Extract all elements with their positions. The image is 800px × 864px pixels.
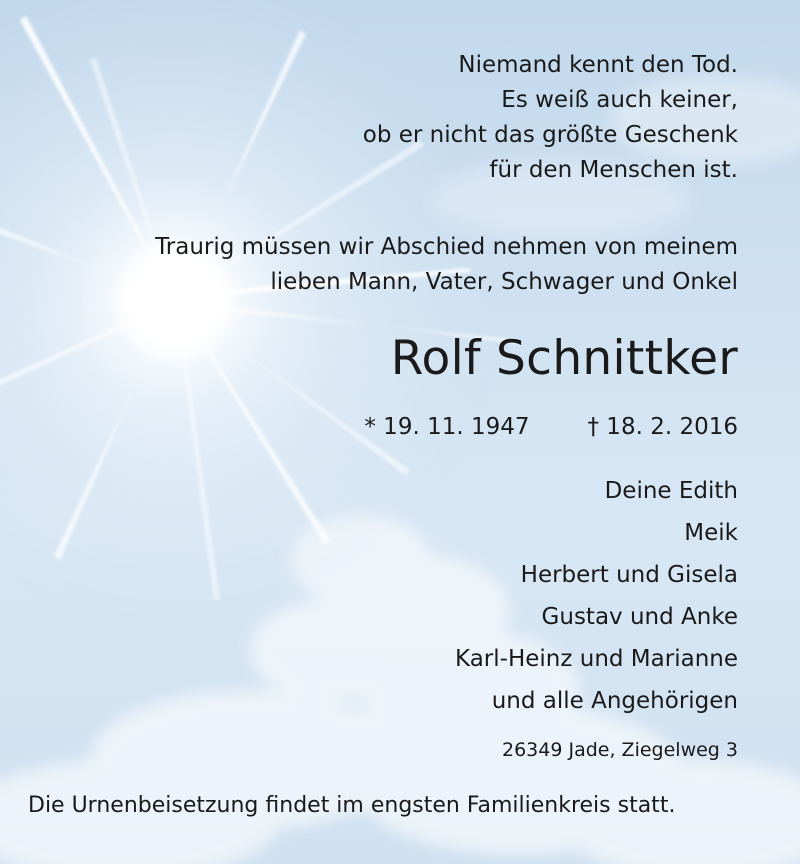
- deceased-name: Rolf Schnittker: [390, 331, 738, 386]
- poem-line: Niemand kennt den Tod.: [458, 52, 738, 78]
- mourner-entry: und alle Angehörigen: [491, 688, 738, 714]
- mourner-entry: Gustav und Anke: [541, 604, 738, 630]
- burial-note: Die Urnenbeisetzung findet im engsten Familienkreis statt.: [28, 793, 676, 818]
- life-dates: [364, 410, 738, 445]
- death-date: † 18. 2. 2016: [587, 414, 738, 440]
- address: 26349 Jade, Ziegelweg 3: [502, 739, 738, 761]
- poem-line: für den Menschen ist.: [489, 157, 738, 183]
- mourner-entry: Meik: [684, 520, 738, 546]
- birth-date: * 19. 11. 1947: [364, 414, 530, 440]
- announcement-text: [155, 230, 738, 300]
- mourner-entry: Karl-Heinz und Marianne: [455, 646, 738, 672]
- announcement-line: lieben Mann, Vater, Schwager und Onkel: [270, 269, 738, 295]
- mourner-entry: Deine Edith: [604, 478, 738, 504]
- poem-line: ob er nicht das größte Geschenk: [362, 122, 738, 148]
- poem-verse: [363, 48, 738, 188]
- mourner-entry: Herbert und Gisela: [520, 562, 738, 588]
- announcement-line: Traurig müssen wir Abschied nehmen von meinem: [155, 234, 738, 260]
- poem-line: Es weiß auch keiner,: [501, 87, 738, 113]
- mourners-list: [455, 470, 738, 722]
